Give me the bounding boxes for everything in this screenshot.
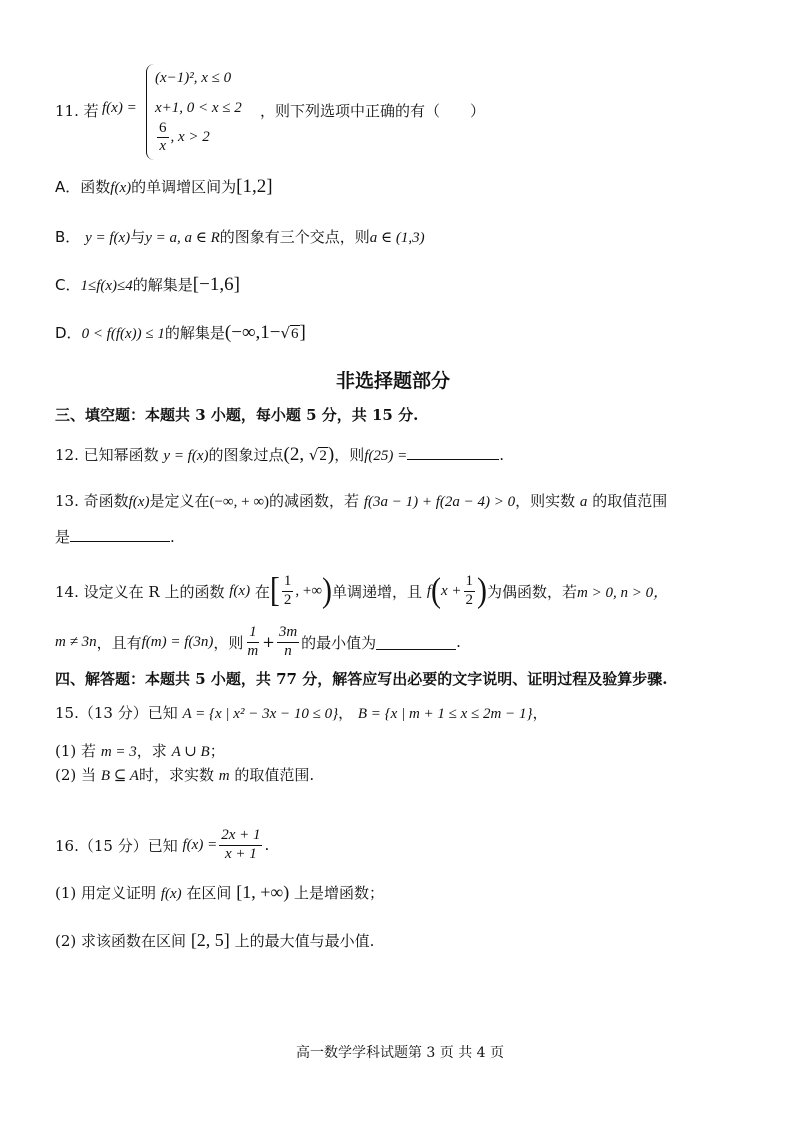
question-16-part1: (1) 用定义证明 f(x) 在区间 [1, +∞) 上是增函数； bbox=[55, 882, 384, 902]
q11-tail: ，则下列选项中正确的有（ ） bbox=[260, 102, 486, 120]
q11-case2: x+1, 0 < x ≤ 2 bbox=[155, 100, 242, 116]
question-16-part2: (2) 求该函数在区间 [2, 5] 上的最大值与最小值. bbox=[55, 930, 375, 950]
question-12: 12. 已知幂函数 y = f(x)的图象过点(2, √2)，则f(25) = . bbox=[55, 444, 505, 465]
q11-case1: (x−1)², x ≤ 0 bbox=[155, 70, 232, 86]
q11-case3: $\frac{6}{x}$ , x > 2 bbox=[159, 120, 210, 155]
part-3-heading: 三、填空题：本题共 3 小题，每小题 5 分，共 15 分. bbox=[55, 406, 419, 424]
question-14: 14. 设定义在 R 上的函数 f(x) 在 [ $\frac{1}{2}$ , +∞ ) 单调递增，且 f ( x + $\frac{1}{2}$ ) 为偶函数，若 m > 0, n > 0， bbox=[55, 571, 669, 610]
question-13: 13. 奇函数f(x)是定义在(−∞, + ∞)的减函数，若 f(3a − 1) + f(2a − 4) > 0，则实数 a 的取值范围 bbox=[55, 492, 668, 510]
q11-fx: f(x) = bbox=[102, 100, 137, 116]
question-16: 16.（15 分）已知 f(x) = $\frac{2x + 1}{x + 1}$ . bbox=[55, 827, 270, 862]
page-footer: 高一数学学科试题第 3 页 共 4 页 bbox=[295, 1045, 505, 1061]
question-15-part1: (1) 若 m = 3，求 A ∪ B； bbox=[55, 742, 225, 760]
q11-option-d: D．0 < f(f(x)) ≤ 1的解集是(−∞,1−√6] bbox=[55, 322, 306, 343]
answer-blank[interactable] bbox=[70, 527, 170, 542]
question-15: 15.（13 分）已知 A = {x | x² − 3x − 10 ≤ 0}， B = {x | m + 1 ≤ x ≤ 2m − 1}， bbox=[55, 704, 548, 722]
q11-option-a: A．函数f(x)的单调增区间为[1,2] bbox=[55, 176, 273, 197]
question-15-part2: (2) 当 B ⊆ A时，求实数 m 的取值范围. bbox=[55, 766, 315, 784]
answer-blank[interactable] bbox=[376, 635, 456, 650]
q11-number: 11. 若 bbox=[55, 102, 99, 120]
part-4-heading: 四、解答题：本题共 5 小题，共 77 分，解答应写出必要的文字说明、证明过程及验算步骤. bbox=[55, 670, 668, 688]
answer-blank[interactable] bbox=[407, 445, 499, 460]
question-14-line2: m ≠ 3n ，且有 f(m) = f(3n) ，则 $\frac{1}{m}$ + $\frac{3m}{n}$ 的最小值为 . bbox=[55, 624, 461, 659]
section-title: 非选择题部分 bbox=[336, 370, 451, 392]
question-13-line2: 是 . bbox=[55, 528, 175, 546]
q11-option-c: C．1≤f(x)≤4的解集是[−1,6] bbox=[55, 274, 240, 295]
q11-option-b: B． y = f(x)与y = a, a ∈ R的图象有三个交点，则a ∈ (1,3) bbox=[55, 228, 425, 246]
